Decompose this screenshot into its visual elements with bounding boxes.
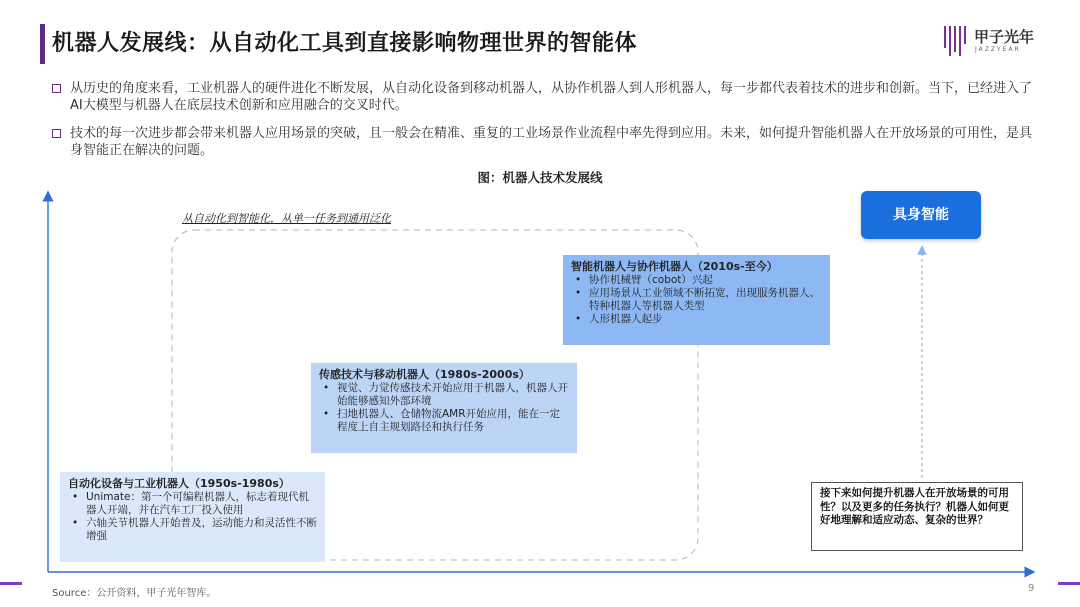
source-note: Source：公开资料，甲子光年智库。 bbox=[52, 588, 217, 599]
stage-item: • 六轴关节机器人开始普及，运动能力和灵活性不断增强 bbox=[72, 517, 317, 543]
stage-item: • Unimate：第一个可编程机器人，标志着现代机器人开端，并在汽车工厂投入使用 bbox=[72, 491, 317, 517]
stage-box-1980s bbox=[311, 363, 577, 453]
stage-heading: 智能机器人与协作机器人（2010s-至今） bbox=[571, 260, 778, 273]
stage-item: • 协作机械臂（cobot）兴起 bbox=[575, 274, 822, 287]
footer-accent-right bbox=[1058, 582, 1080, 585]
stage-box-1950s bbox=[60, 472, 325, 562]
figure-title: 图：机器人技术发展线 bbox=[477, 170, 603, 185]
page-number: 9 bbox=[1028, 583, 1035, 594]
bullet-text: 从历史的角度来看，工业机器人的硬件进化不断发展，从自动化设备到移动机器人，从协作机器人到人形机器人，每一步都代表着技术的进步和创新。当下，已经进入了AI大模型与机器人在底层技术创新和应用融合的交叉时代。 bbox=[70, 81, 1033, 113]
bullet-text: 技术的每一次进步都会带来机器人应用场景的突破，且一般会在精准、重复的工业场景作业流程中率先得到应用。未来，如何提升智能机器人在开放场景的可用性，是具身智能正在解决的问题。 bbox=[70, 126, 1033, 158]
stage-box-2010s bbox=[563, 255, 830, 345]
footer-accent-left bbox=[0, 582, 22, 585]
stage-heading: 自动化设备与工业机器人（1950s-1980s） bbox=[68, 477, 290, 490]
stage-heading: 传感技术与移动机器人（1980s-2000s） bbox=[319, 368, 530, 381]
stage-item: • 应用场景从工业领域不断拓宽，出现服务机器人、特种机器人等机器人类型 bbox=[575, 287, 822, 313]
future-question-box: 接下来如何提升机器人在开放场景的可用性？以及更多的任务执行？机器人如何更好地理解和适应动态、复杂的世界？ bbox=[811, 482, 1023, 551]
logo-subtext: JAZZYEAR bbox=[975, 46, 1021, 53]
embodied-intelligence-box: 具身智能 bbox=[861, 191, 981, 239]
page-title: 机器人发展线：从自动化工具到直接影响物理世界的智能体 bbox=[52, 31, 638, 56]
stage-item: • 扫地机器人、仓储物流AMR开始应用，能在一定程度上自主规划路径和执行任务 bbox=[323, 408, 569, 434]
stage-item: • 人形机器人起步 bbox=[575, 313, 822, 326]
dashed-region-label: 从自动化到智能化，从单一任务到通用泛化 bbox=[182, 212, 391, 225]
stage-item: • 视觉、力觉传感技术开始应用于机器人，机器人开始能够感知外部环境 bbox=[323, 382, 569, 408]
logo-text: 甲子光年 bbox=[974, 28, 1035, 46]
